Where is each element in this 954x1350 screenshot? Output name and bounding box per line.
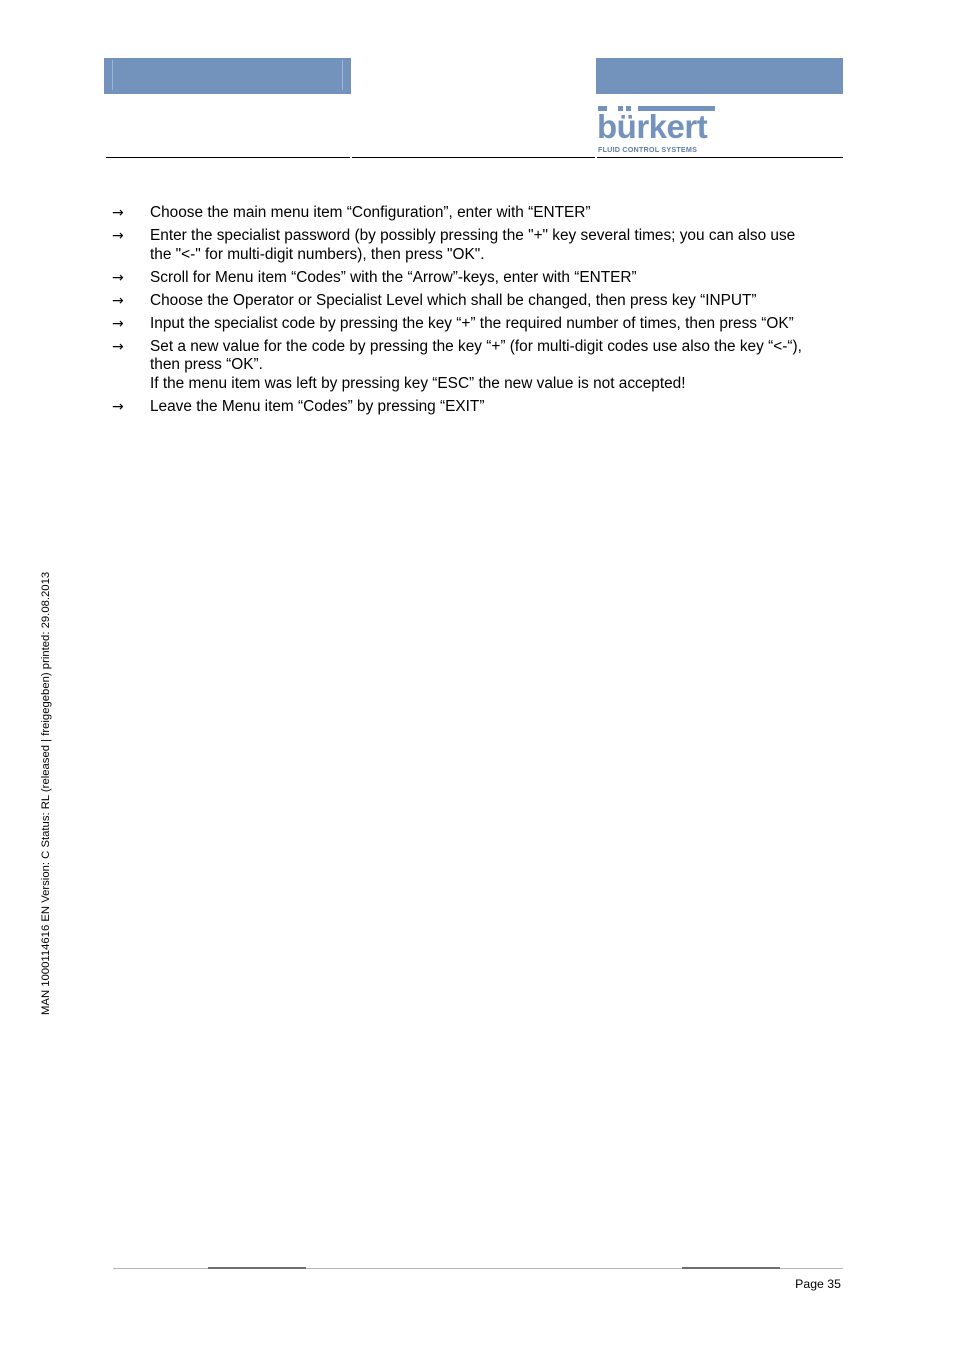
instruction-text: If the menu item was left by pressing key “ESC” the new value is not accepted!: [150, 374, 686, 392]
header-rule: [597, 157, 843, 158]
page-number: Page 35: [795, 1277, 841, 1291]
instruction-text: Set a new value for the code by pressing the key “+” (for multi-digit codes use also the key “<-“),: [150, 337, 802, 355]
arrow-icon: →: [112, 205, 124, 221]
instruction-list: [112, 204, 842, 421]
instruction-step: [112, 227, 842, 264]
header-bar-left: [104, 58, 351, 94]
arrow-icon: →: [112, 228, 124, 244]
burkert-logo: [597, 106, 717, 156]
instruction-step: [112, 269, 842, 288]
arrow-icon: →: [112, 269, 124, 286]
instruction-text: Choose the Operator or Specialist Level which shall be changed, then press key “INPUT”: [150, 291, 757, 309]
instruction-text: Enter the specialist password (by possibly pressing the "+" key several times; you can also use: [150, 227, 796, 244]
instruction-step: [112, 338, 842, 394]
instruction-step: [112, 398, 842, 417]
instruction-text: Choose the main menu item “Configuration”, enter with “ENTER”: [150, 204, 591, 221]
instruction-step: [112, 315, 842, 334]
logo-tagline: FLUID CONTROL SYSTEMS: [598, 145, 698, 154]
instruction-text: Scroll for Menu item “Codes” with the “Arrow”-keys, enter with “ENTER”: [150, 268, 637, 286]
arrow-icon: →: [112, 292, 124, 309]
instruction-step: [112, 204, 842, 223]
header-rule: [352, 157, 595, 158]
header-rule: [106, 157, 350, 158]
footer-rule-accent: [208, 1267, 306, 1269]
arrow-icon: →: [112, 315, 124, 332]
arrow-icon: →: [112, 398, 124, 415]
header-bar-right: [596, 58, 843, 94]
document-status-note: MAN 1000114616 EN Version: C Status: RL (released | freigegeben) printed: 29.08.2013: [40, 571, 52, 1015]
arrow-icon: →: [112, 338, 124, 355]
footer-rule-accent: [682, 1267, 780, 1269]
instruction-text: Input the specialist code by pressing the key “+” the required number of times, then press “OK”: [150, 314, 794, 332]
instruction-step: [112, 292, 842, 311]
instruction-text: then press “OK”.: [150, 356, 263, 373]
instruction-text: the "<-" for multi-digit numbers), then press "OK".: [150, 245, 485, 263]
instruction-text: Leave the Menu item “Codes” by pressing “EXIT”: [150, 397, 485, 415]
logo-wordmark: bürkert: [597, 108, 708, 145]
